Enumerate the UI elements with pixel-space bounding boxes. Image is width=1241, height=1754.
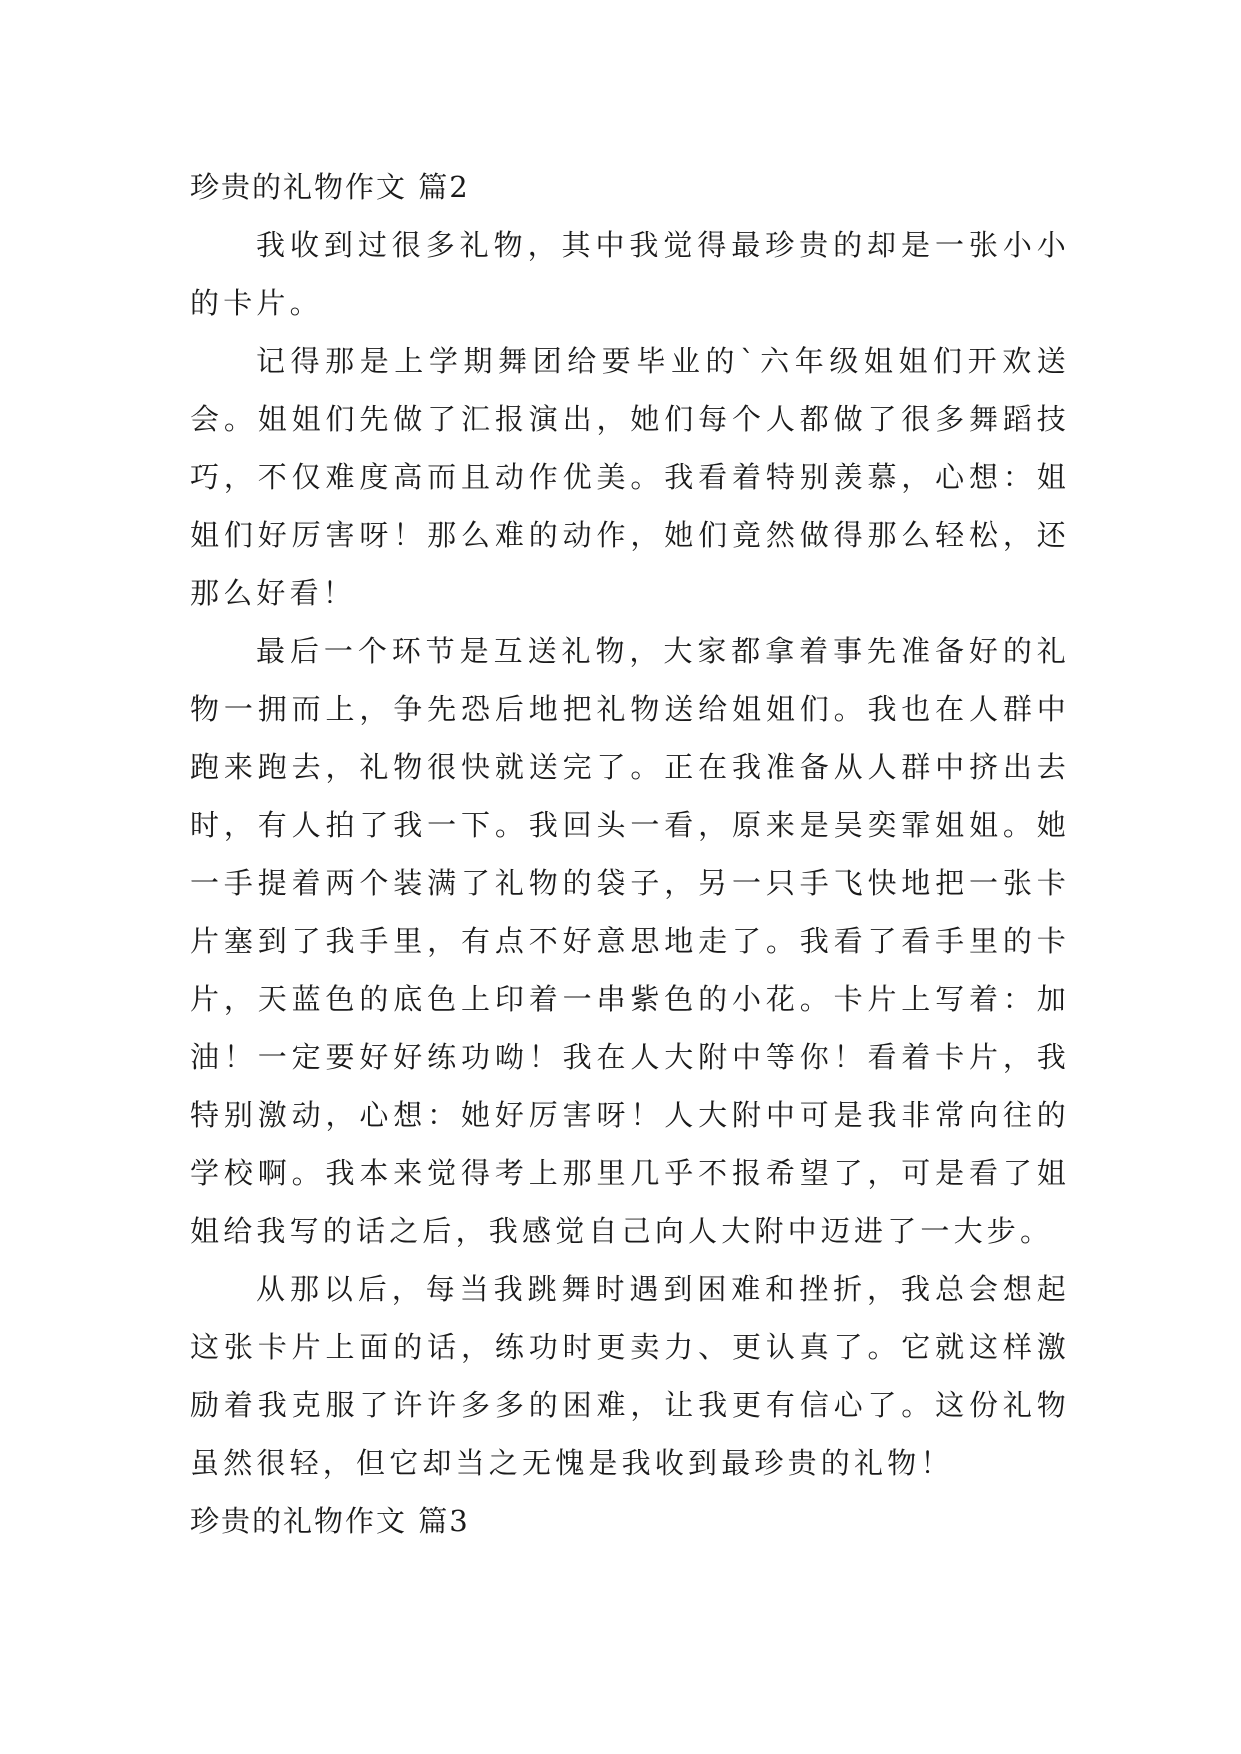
paragraph-farewell-party: 记得那是上学期舞团给要毕业的`六年级姐姐们开欢送会。姐姐们先做了汇报演出，她们每个人都做了很多舞蹈技巧，不仅难度高而且动作优美。我看着特别羡慕，心想：姐姐们好厉害呀！那么难的动作，她们竟然做得那么轻松，还那么好看！ bbox=[190, 344, 1070, 610]
paragraph-intro: 我收到过很多礼物，其中我觉得最珍贵的却是一张小小的卡片。 bbox=[190, 228, 1070, 320]
section-heading-2: 珍贵的礼物作文 篇2 bbox=[190, 170, 470, 204]
paragraph-conclusion: 从那以后，每当我跳舞时遇到困难和挫折，我总会想起这张卡片上面的话，练功时更卖力、更认真了。它就这样激励着我克服了许许多多的困难，让我更有信心了。这份礼物虽然很轻，但它却当之无愧是我收到最珍贵的礼物！ bbox=[190, 1272, 1070, 1480]
paragraph-gift-exchange: 最后一个环节是互送礼物，大家都拿着事先准备好的礼物一拥而上，争先恐后地把礼物送给姐姐们。我也在人群中跑来跑去，礼物很快就送完了。正在我准备从人群中挤出去时，有人拍了我一下。我回头一看，原来是吴奕霏姐姐。她一手提着两个装满了礼物的袋子，另一只手飞快地把一张卡片塞到了我手里，有点不好意思地走了。我看了看手里的卡片，天蓝色的底色上印着一串紫色的小花。卡片上写着：加油！一定要好好练功呦！我在人大附中等你！看着卡片，我特别激动，心想：她好厉害呀！人大附中可是我非常向往的学校啊。我本来觉得考上那里几乎不报希望了，可是看了姐姐给我写的话之后，我感觉自己向人大附中迈进了一大步。 bbox=[190, 634, 1070, 1248]
document-body bbox=[190, 158, 1070, 1550]
section-heading-3: 珍贵的礼物作文 篇3 bbox=[190, 1504, 470, 1538]
